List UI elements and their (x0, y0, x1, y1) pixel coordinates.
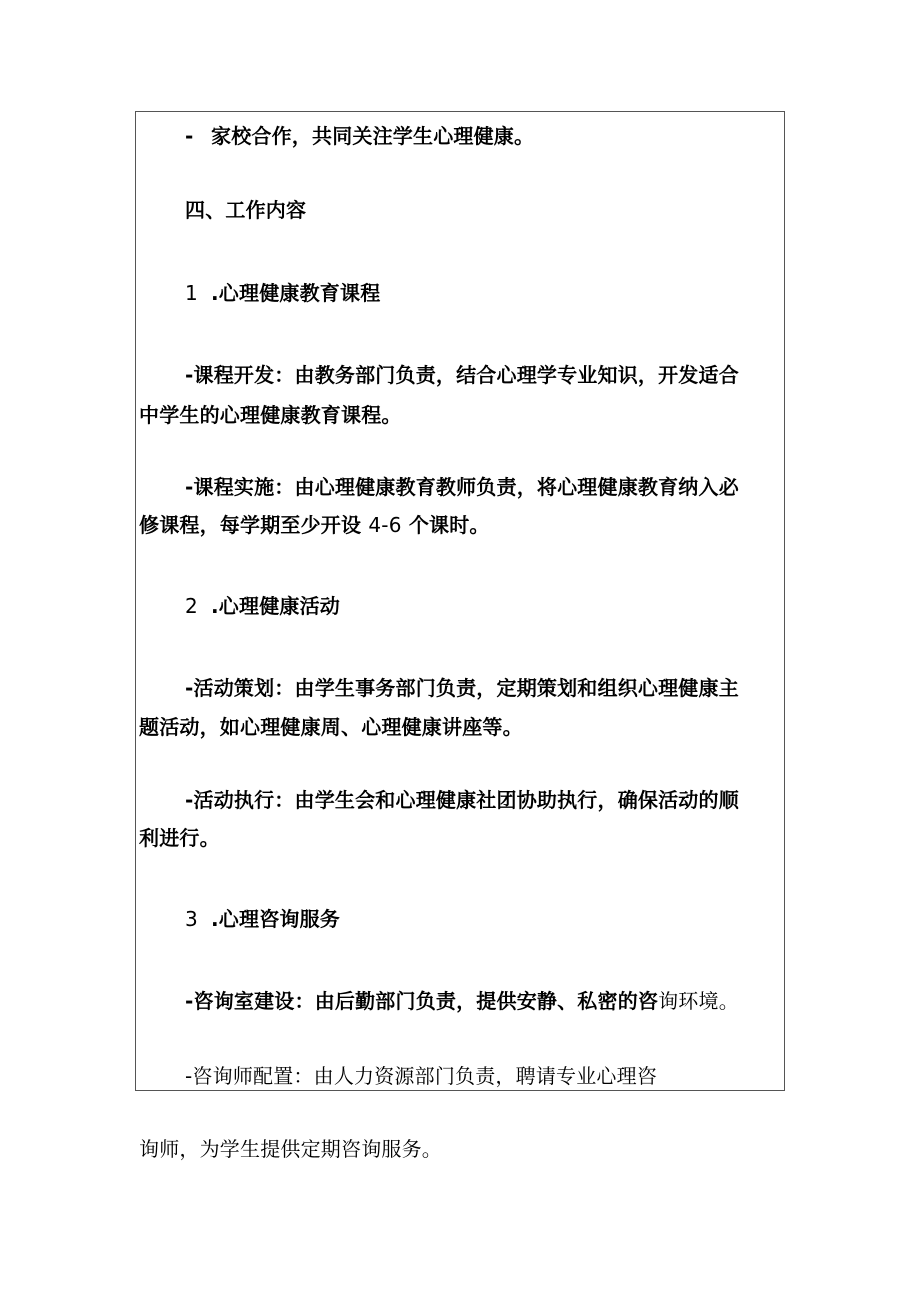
room-text-bold: -咨询室建设：由后勤部门负责，提供安静、私密的咨 (185, 989, 659, 1013)
course-impl-text-b: 个课时。 (408, 513, 490, 537)
course-dev-line-1: -课程开发：由教务部门负责，结合心理学专业知识，开发适合 (185, 363, 739, 387)
act-plan-line-2: 题活动，如心理健康周、心理健康讲座等。 (139, 715, 523, 739)
item-2-number: 2 (185, 594, 198, 618)
item-1-title: .心理健康教育课程 (211, 281, 381, 305)
item-3-heading (185, 907, 340, 931)
room-text-regular: 询环境。 (658, 989, 739, 1013)
dash-bullet: - (185, 124, 194, 148)
course-impl-text-a: 修课程，每学期至少开设 (139, 513, 362, 537)
coop-line (185, 124, 534, 148)
staff-line: -咨询师配置：由人力资源部门负责，聘请专业心理咨 (185, 1064, 658, 1088)
coop-text: 家校合作，共同关注学生心理健康。 (211, 124, 535, 148)
item-3-number: 3 (185, 907, 198, 931)
item-2-title: .心理健康活动 (211, 594, 340, 618)
act-exec-line-2: 利进行。 (139, 826, 220, 850)
act-exec-line-1: -活动执行：由学生会和心理健康社团协助执行，确保活动的顺 (185, 788, 739, 812)
course-impl-line-2 (139, 513, 490, 537)
course-dev-line-2: 中学生的心理健康教育课程。 (139, 403, 402, 427)
course-hours-range: 4-6 (368, 513, 402, 537)
item-1-heading (185, 281, 380, 305)
item-2-heading (185, 594, 340, 618)
section-heading: 四、工作内容 (185, 198, 307, 222)
act-plan-line-1: -活动策划：由学生事务部门负责，定期策划和组织心理健康主 (185, 676, 739, 700)
overflow-line: 询师，为学生提供定期咨询服务。 (139, 1137, 442, 1161)
item-3-title: .心理咨询服务 (211, 907, 340, 931)
item-1-number: 1 (185, 281, 198, 305)
room-line (185, 989, 739, 1013)
course-impl-line-1: -课程实施：由心理健康教育教师负责，将心理健康教育纳入必 (185, 475, 739, 499)
